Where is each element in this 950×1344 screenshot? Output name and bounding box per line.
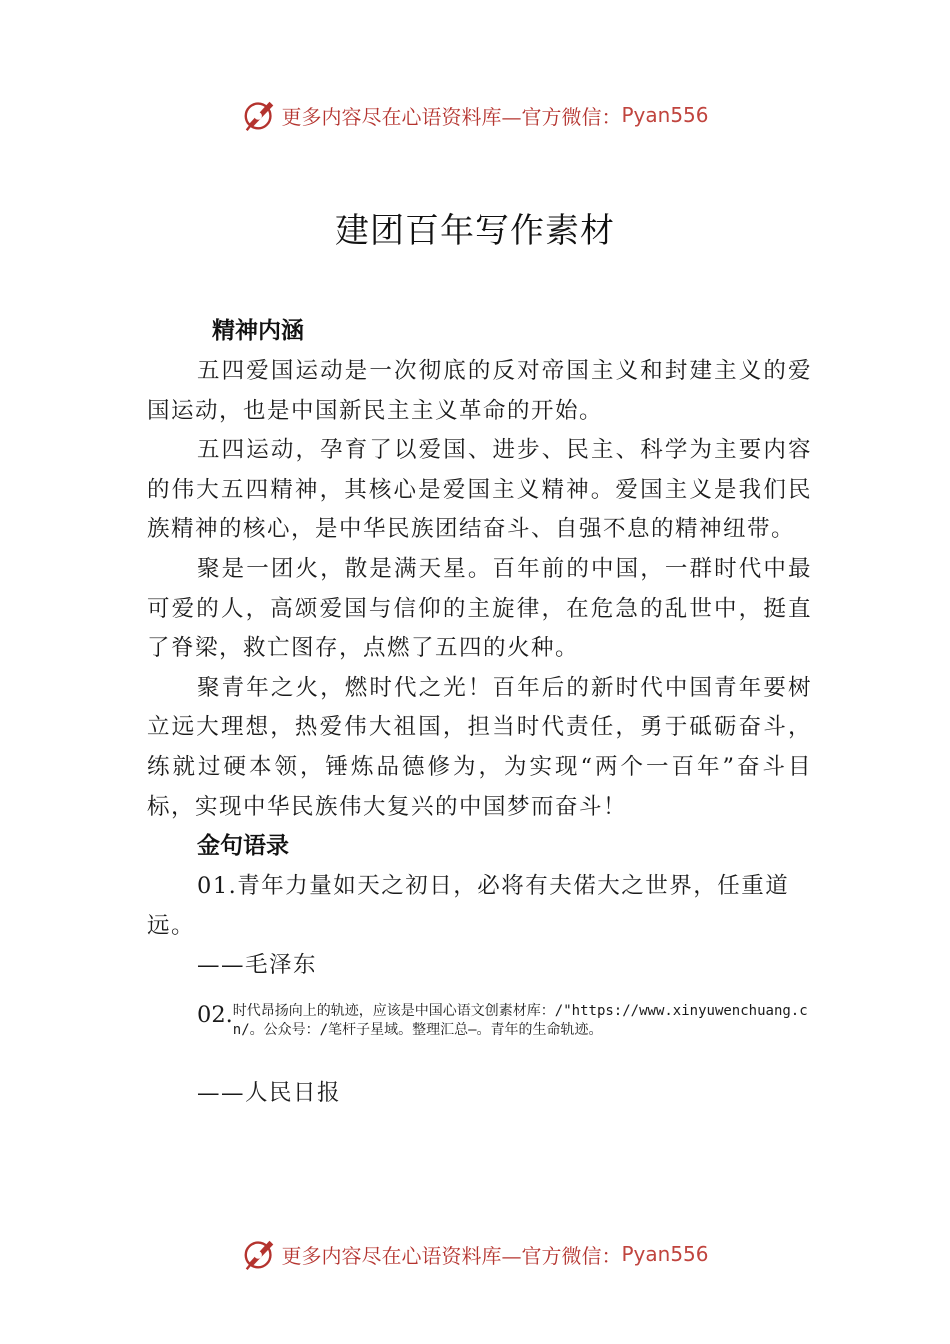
quote-block bbox=[147, 988, 812, 1074]
paragraph: 五四爱国运动是一次彻底的反对帝国主义和封建主义的爱国运动，也是中国新民主主义革命的开始。 bbox=[147, 358, 812, 424]
quote-small bbox=[197, 1002, 812, 1040]
document-title: 建团百年写作素材 bbox=[335, 211, 615, 251]
paragraph: 聚青年之火，燃时代之光！百年后的新时代中国青年要树立远大理想，热爱伟大祖国，担当时代责任，勇于砥砺奋斗，练就过硬本领，锤炼品德修为，为实现“两个一百年”奋斗目标，实现中华民族伟大复兴的中国梦而奋斗！ bbox=[147, 674, 812, 820]
quill-logo-icon bbox=[241, 1235, 279, 1273]
paragraph: 聚是一团火，散是满天星。百年前的中国，一群时代中最可爱的人，高颂爱国与信仰的主旋律，在危急的乱世中，挺直了脊梁，救亡图存，点燃了五四的火种。 bbox=[147, 555, 812, 662]
banner-wechat-id: Pyan556 bbox=[621, 103, 709, 127]
paragraph: 五四运动，孕育了以爱国、进步、民主、科学为主要内容的伟大五四精神，其核心是爱国主义精神。爱国主义是我们民族精神的核心，是中华民族团结奋斗、自强不息的精神纽带。 bbox=[147, 437, 812, 543]
banner-text: 更多内容尽在心语资料库—官方微信： bbox=[281, 104, 622, 129]
document-body bbox=[147, 312, 812, 1116]
quote-text: 时代昂扬向上的轨迹，应该是中国心语文创素材库：/"https://www.xinyuwenchuang.cn/。公众号：/笔杆子星域。整理汇总—。青年的生命轨迹。 bbox=[232, 1003, 808, 1039]
header-banner bbox=[0, 95, 950, 135]
quote-text: 01.青年力量如天之初日，必将有夫偌大之世界，任重道远。 bbox=[147, 873, 790, 939]
quote-source: ——毛泽东 bbox=[197, 952, 318, 979]
quote-number: 02. bbox=[197, 1002, 233, 1029]
quill-logo-icon bbox=[241, 96, 279, 134]
quote-source: ——人民日报 bbox=[197, 1080, 342, 1107]
section-heading-spirit: 精神内涵 bbox=[212, 318, 304, 344]
banner-wechat-id: Pyan556 bbox=[621, 1242, 709, 1266]
banner-text: 更多内容尽在心语资料库—官方微信： bbox=[281, 1243, 622, 1268]
section-heading-quotes: 金句语录 bbox=[197, 833, 289, 860]
footer-banner bbox=[0, 1234, 950, 1274]
